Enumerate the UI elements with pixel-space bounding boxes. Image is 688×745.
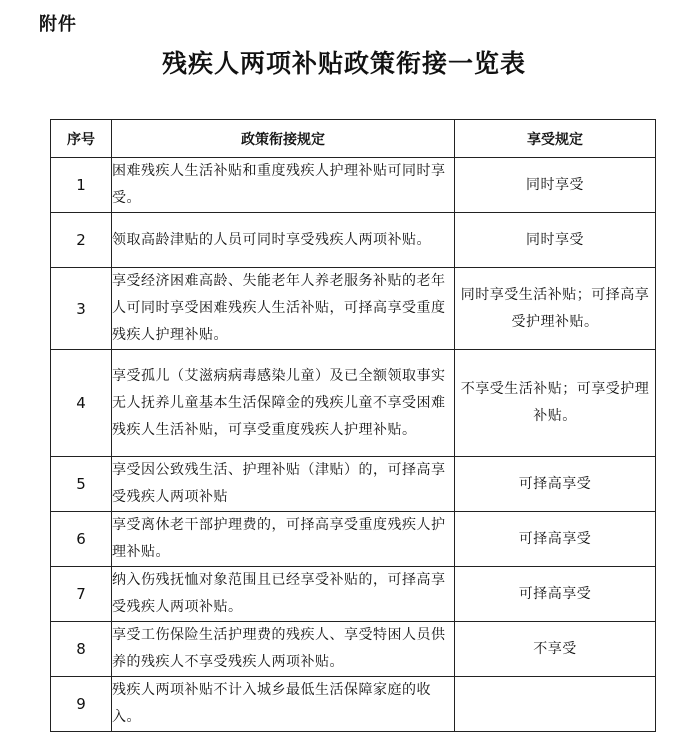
row-enjoy: 同时享受 [455, 158, 656, 213]
row-rule: 残疾人两项补贴不计入城乡最低生活保障家庭的收入。 [112, 677, 455, 732]
table-row [51, 512, 656, 567]
row-enjoy: 不享受 [455, 622, 656, 677]
table-row [51, 158, 656, 213]
table-row [51, 213, 656, 268]
row-enjoy: 可择高享受 [455, 512, 656, 567]
row-enjoy: 可择高享受 [455, 567, 656, 622]
row-number: 6 [51, 512, 112, 567]
row-number: 5 [51, 457, 112, 512]
row-rule: 困难残疾人生活补贴和重度残疾人护理补贴可同时享受。 [112, 158, 455, 213]
row-rule: 领取高龄津贴的人员可同时享受残疾人两项补贴。 [112, 213, 455, 268]
table-row [51, 457, 656, 512]
row-enjoy: 同时享受生活补贴；可择高享受护理补贴。 [455, 268, 656, 350]
row-number: 1 [51, 158, 112, 213]
row-enjoy: 可择高享受 [455, 457, 656, 512]
column-header-rule: 政策衔接规定 [112, 120, 455, 158]
row-number: 4 [51, 350, 112, 457]
table-row [51, 567, 656, 622]
table-header-row [51, 120, 656, 158]
row-number: 9 [51, 677, 112, 732]
row-number: 2 [51, 213, 112, 268]
table-row [51, 622, 656, 677]
row-rule: 享受工伤保险生活护理费的残疾人、享受特困人员供养的残疾人不享受残疾人两项补贴。 [112, 622, 455, 677]
row-rule: 享受因公致残生活、护理补贴（津贴）的，可择高享受残疾人两项补贴 [112, 457, 455, 512]
table-row [51, 268, 656, 350]
row-number: 3 [51, 268, 112, 350]
column-header-enjoy: 享受规定 [455, 120, 656, 158]
row-rule: 享受经济困难高龄、失能老年人养老服务补贴的老年人可同时享受困难残疾人生活补贴，可择高享受重度残疾人护理补贴。 [112, 268, 455, 350]
policy-table [50, 119, 656, 732]
row-enjoy: 不享受生活补贴；可享受护理补贴。 [455, 350, 656, 457]
row-number: 8 [51, 622, 112, 677]
row-rule: 享受孤儿（艾滋病病毒感染儿童）及已全额领取事实无人抚养儿童基本生活保障金的残疾儿童不享受困难残疾人生活补贴，可享受重度残疾人护理补贴。 [112, 350, 455, 457]
attachment-label: 附件 [39, 14, 77, 35]
table-row [51, 677, 656, 732]
column-header-number: 序号 [51, 120, 112, 158]
document-title: 残疾人两项补贴政策衔接一览表 [161, 49, 526, 78]
table-row [51, 350, 656, 457]
row-rule: 纳入伤残抚恤对象范围且已经享受补贴的，可择高享受残疾人两项补贴。 [112, 567, 455, 622]
row-number: 7 [51, 567, 112, 622]
row-enjoy [455, 677, 656, 732]
row-rule: 享受离休老干部护理费的，可择高享受重度残疾人护理补贴。 [112, 512, 455, 567]
row-enjoy: 同时享受 [455, 213, 656, 268]
